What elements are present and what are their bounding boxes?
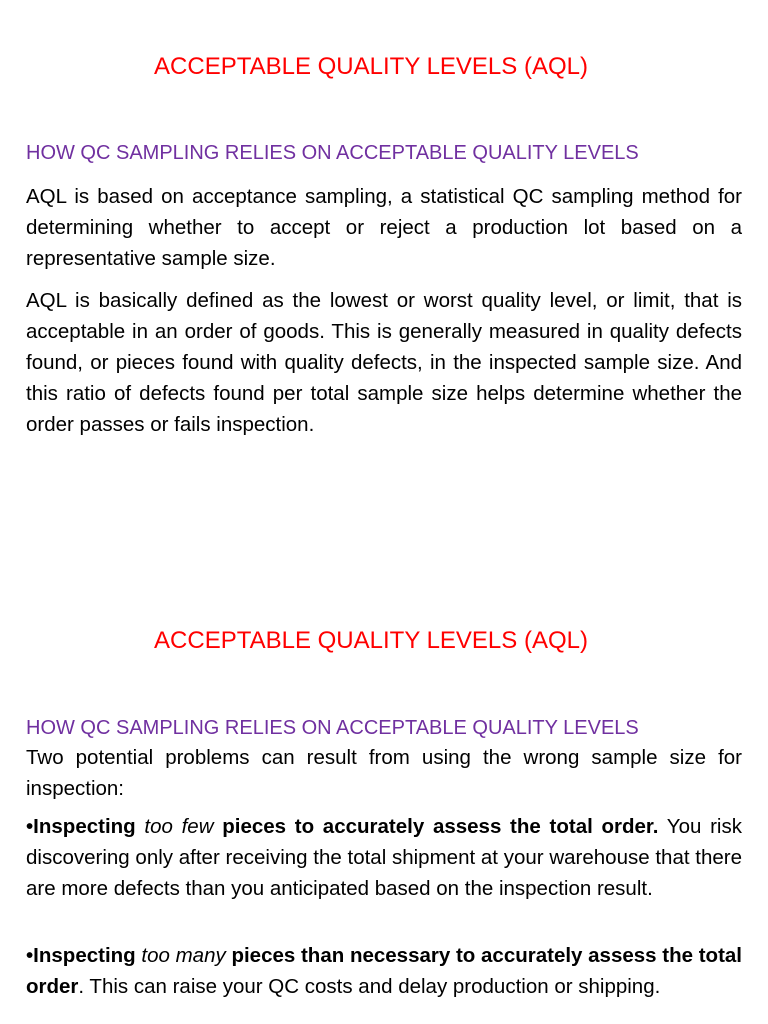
slide-subtitle: HOW QC SAMPLING RELIES ON ACCEPTABLE QUALITY LEVELS [26,717,639,739]
bullet-emphasis: too few [144,815,214,838]
slide-subtitle: HOW QC SAMPLING RELIES ON ACCEPTABLE QUALITY LEVELS [26,142,639,164]
slide-2 [0,570,768,1024]
bullet-emphasis: too many [141,944,226,967]
paragraph-aql-limit: AQL is basically defined as the lowest or worst quality level, or limit, that is acceptable in an order of goods. This is generally measured in quality defects found, or pieces found with quality defects, in the inspected sample size. And this ratio of defects found per total sample size helps determine whether the order passes or fails inspection. [26,289,742,436]
bullet-too-few [26,811,742,904]
paragraph-intro: Two potential problems can result from using the wrong sample size for inspection: [26,746,742,800]
bullet-too-many [26,940,742,1002]
paragraph-aql-definition: AQL is based on acceptance sampling, a statistical QC sampling method for determining whether to accept or reject a production lot based on a representative sample size. [26,185,742,270]
slide-title: ACCEPTABLE QUALITY LEVELS (AQL) [154,627,588,654]
bullet-lead: •Inspecting [26,944,142,967]
bullet-text: . This can raise your QC costs and delay production or shipping. [78,975,661,998]
bullet-lead: •Inspecting [26,815,145,838]
slide-title: ACCEPTABLE QUALITY LEVELS (AQL) [154,53,588,80]
bullet-text: You risk discovering only after receiving the total shipment at your warehouse that there are more defects than you anticipated based on the inspection result. [26,815,742,900]
bullet-bold-text: pieces than necessary to accurately assess the total order [26,944,742,998]
bullet-bold-text: pieces to accurately assess the total order. [213,815,659,838]
